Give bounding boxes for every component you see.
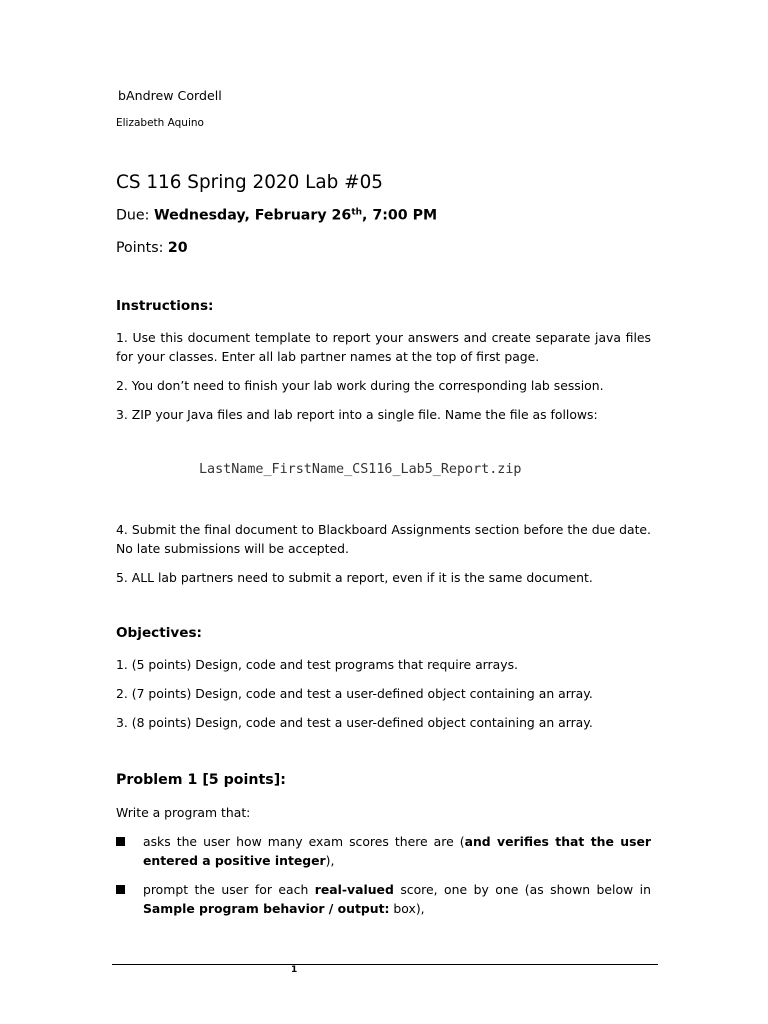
- bullet-text-2: prompt the user for each real-valued score, one by one (as shown below in Sample program behavior / output: box),: [143, 882, 651, 916]
- partner-name-2: Elizabeth Aquino: [116, 117, 204, 129]
- due-time: , 7:00 PM: [362, 207, 438, 224]
- instruction-item-1: 1. Use this document template to report your answers and create separate java files for your classes. Enter all lab partner names at the top of first page.: [116, 330, 651, 364]
- points-label: Points:: [116, 240, 164, 256]
- objective-item-2: 2. (7 points) Design, code and test a user-defined object containing an array.: [116, 686, 593, 701]
- instruction-item-2: 2. You don’t need to finish your lab work during the corresponding lab session.: [116, 378, 604, 393]
- partner-name-1: bAndrew Cordell: [118, 88, 222, 103]
- problem1-intro: Write a program that:: [116, 805, 251, 820]
- list-item: [116, 832, 651, 870]
- objective-item-3: 3. (8 points) Design, code and test a user-defined object containing an array.: [116, 715, 593, 730]
- due-line: [116, 207, 437, 224]
- page-title: CS 116 Spring 2020 Lab #05: [116, 172, 383, 193]
- bullet-square-icon: [116, 837, 125, 846]
- objective-item-1: 1. (5 points) Design, code and test programs that require arrays.: [116, 657, 518, 672]
- due-superscript: th: [351, 207, 363, 217]
- problem1-heading: Problem 1 [5 points]:: [116, 772, 286, 788]
- points-value: 20: [167, 240, 188, 256]
- instruction-item-4: 4. Submit the final document to Blackboard Assignments section before the due date. No late submissions will be accepted.: [116, 522, 651, 556]
- instruction-item-5: 5. ALL lab partners need to submit a report, even if it is the same document.: [116, 570, 593, 585]
- objectives-heading: Objectives:: [116, 625, 202, 641]
- instruction-item-3: 3. ZIP your Java files and lab report into a single file. Name the file as follows:: [116, 407, 598, 422]
- bullet-text-1: asks the user how many exam scores there are (and verifies that the user entered a positive integer),: [143, 834, 651, 868]
- list-item: [116, 880, 651, 918]
- due-day: Wednesday, February 26: [153, 207, 352, 224]
- instructions-heading: Instructions:: [116, 298, 214, 314]
- bullet-square-icon: [116, 885, 125, 894]
- due-label: Due:: [116, 207, 150, 224]
- report-filename: LastName_FirstName_CS116_Lab5_Report.zip: [199, 462, 522, 477]
- footer-divider: [112, 964, 658, 965]
- page-number: 1: [291, 965, 298, 975]
- points-line: [116, 240, 188, 256]
